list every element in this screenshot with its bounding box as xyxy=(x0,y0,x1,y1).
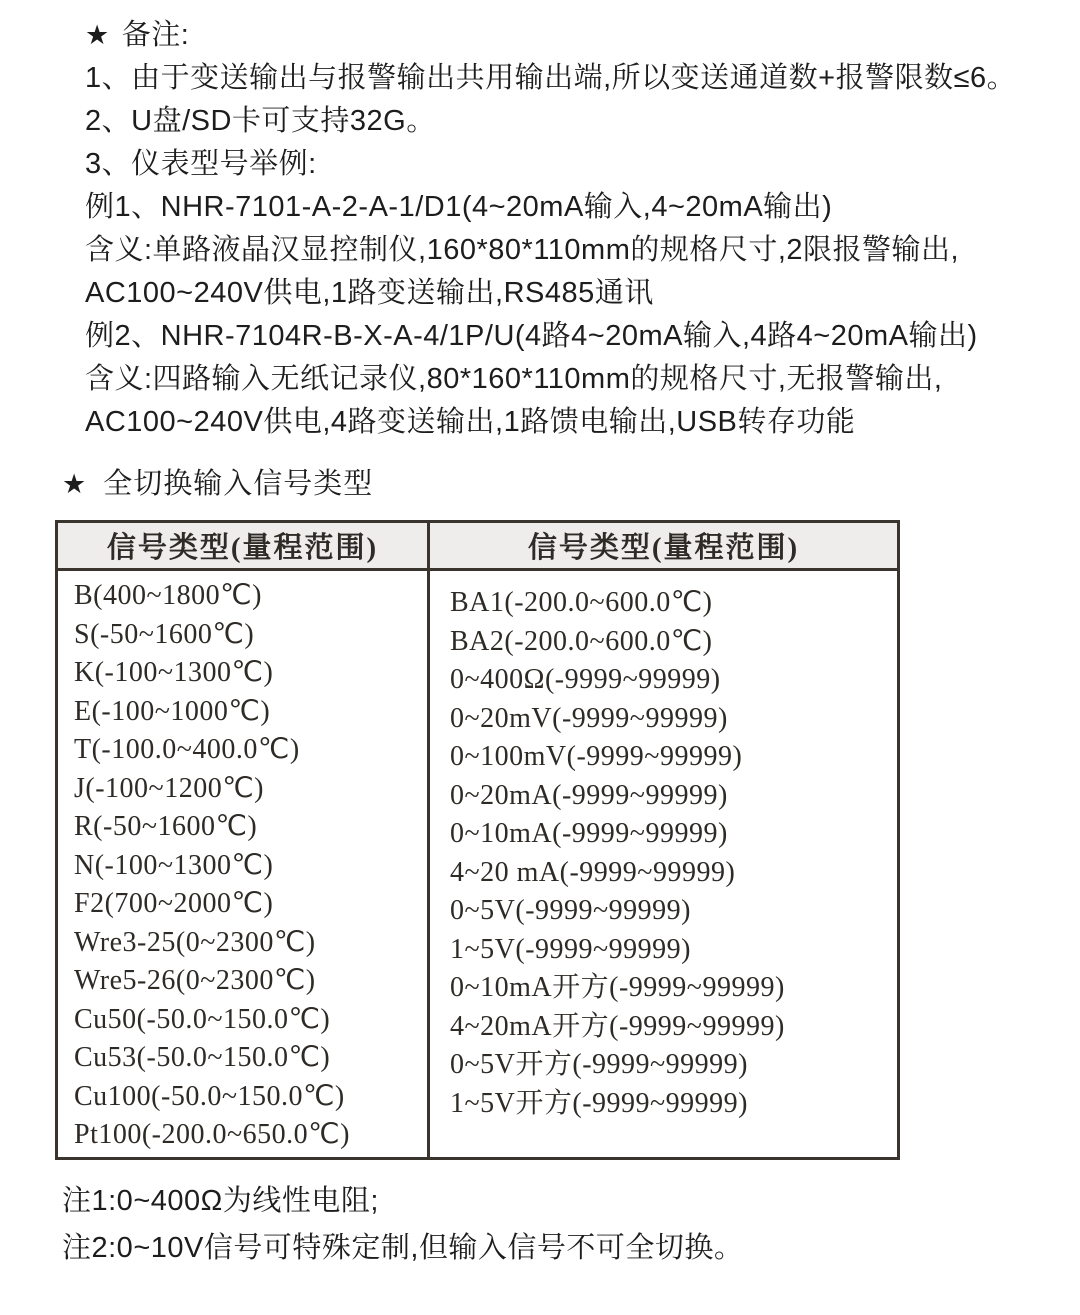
table-row: T(-100.0~400.0℃) xyxy=(74,734,300,765)
notes-lines xyxy=(85,57,1016,444)
table-row: Pt100(-200.0~650.0℃) xyxy=(74,1119,350,1150)
table-header-right: 信号类型(量程范围) xyxy=(527,532,800,564)
star-bullet-icon: ★ xyxy=(85,20,110,50)
table-row: N(-100~1300℃) xyxy=(74,849,274,881)
note-line: AC100~240V供电,4路变送输出,1路馈电输出,USB转存功能 xyxy=(85,406,856,438)
table-row: 0~10mA开方(-9999~99999) xyxy=(450,972,785,1003)
note-line: 含义:四路输入无纸记录仪,80*160*110mm的规格尺寸,无报警输出, xyxy=(85,363,943,395)
table-row: 0~20mV(-9999~99999) xyxy=(450,702,728,734)
footnote-line: 注2:0~10V信号可特殊定制,但输入信号不可全切换。 xyxy=(62,1232,744,1264)
table-row: 0~10mA(-9999~99999) xyxy=(450,818,728,849)
table-row: Wre5-26(0~2300℃) xyxy=(74,965,316,996)
table-row: F2(700~2000℃) xyxy=(74,888,274,919)
table-row: K(-100~1300℃) xyxy=(74,657,274,688)
table-row: B(400~1800℃) xyxy=(74,580,262,611)
table-row: Cu53(-50.0~150.0℃) xyxy=(74,1042,331,1073)
table-row: BA1(-200.0~600.0℃) xyxy=(450,587,713,618)
note-line: 例1、NHR-7101-A-2-A-1/D1(4~20mA输入,4~20mA输出) xyxy=(85,191,833,223)
table-row: 0~100mV(-9999~99999) xyxy=(450,741,743,772)
notes-heading xyxy=(85,14,1016,57)
table-row: Cu50(-50.0~150.0℃) xyxy=(74,1003,331,1035)
note-line: 2、U盘/SD卡可支持32G。 xyxy=(85,105,436,137)
table-column-right xyxy=(430,571,897,1157)
table-row: R(-50~1600℃) xyxy=(74,811,258,842)
notes-section xyxy=(85,14,1016,444)
table-row: Cu100(-50.0~150.0℃) xyxy=(74,1080,345,1112)
table-header-left: 信号类型(量程范围) xyxy=(58,523,430,568)
notes-title: 备注: xyxy=(121,19,190,51)
table-row: Wre3-25(0~2300℃) xyxy=(74,926,316,958)
table-body xyxy=(58,571,897,1157)
table-row: E(-100~1000℃) xyxy=(74,695,271,727)
table-row: BA2(-200.0~600.0℃) xyxy=(450,625,713,657)
table-row: S(-50~1600℃) xyxy=(74,618,255,650)
star-bullet-icon: ★ xyxy=(62,469,88,499)
table-row: 4~20 mA(-9999~99999) xyxy=(450,856,736,888)
footnote-line: 注1:0~400Ω为线性电阻; xyxy=(62,1185,379,1217)
note-line: 1、由于变送输出与报警输出共用输出端,所以变送通道数+报警限数≤6。 xyxy=(85,62,1017,94)
signal-section-title: 全切换输入信号类型 xyxy=(103,468,374,500)
table-row: J(-100~1200℃) xyxy=(74,772,264,804)
table-row: 4~20mA开方(-9999~99999) xyxy=(450,1010,785,1042)
note-line: 例2、NHR-7104R-B-X-A-4/1P/U(4路4~20mA输入,4路4~20mA输出) xyxy=(85,320,978,352)
footnotes xyxy=(62,1178,743,1272)
note-line: 3、仪表型号举例: xyxy=(85,148,317,180)
table-row: 1~5V(-9999~99999) xyxy=(450,933,691,965)
signal-type-table xyxy=(55,520,900,1160)
table-row: 0~5V(-9999~99999) xyxy=(450,895,691,926)
note-line: AC100~240V供电,1路变送输出,RS485通讯 xyxy=(85,277,654,309)
table-header-row xyxy=(58,523,897,571)
signal-section-heading xyxy=(62,461,373,502)
table-row: 0~20mA(-9999~99999) xyxy=(450,779,728,811)
table-row: 0~5V开方(-9999~99999) xyxy=(450,1049,748,1080)
table-row: 1~5V开方(-9999~99999) xyxy=(450,1087,748,1119)
table-column-left xyxy=(58,571,430,1157)
note-line: 含义:单路液晶汉显控制仪,160*80*110mm的规格尺寸,2限报警输出, xyxy=(85,234,960,266)
table-row: 0~400Ω(-9999~99999) xyxy=(450,664,721,695)
